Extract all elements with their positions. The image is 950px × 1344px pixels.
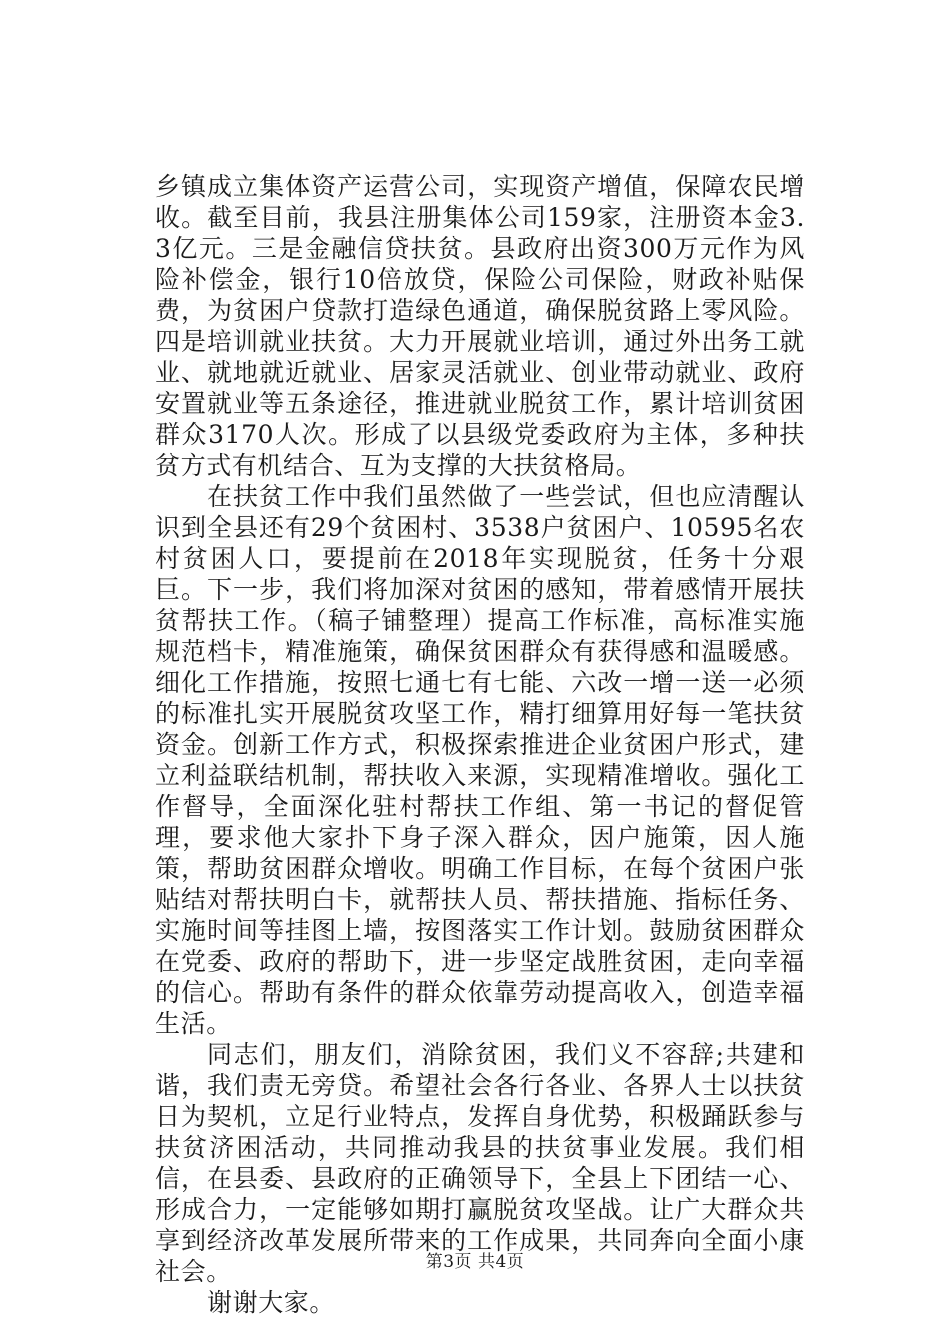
paragraph-4: 谢谢大家。 <box>207 1288 336 1317</box>
paragraph-2: 在扶贫工作中我们虽然做了一些尝试，但也应清醒认识到全县还有29个贫困村、3538户贫困户、10595名农村贫困人口，要提前在2018年实现脱贫，任务十分艰巨。下一步，我们将加深对贫困的感知，带着感情开展扶贫帮扶工作。（稿子铺整理）提高工作标准，高标准实施规范档卡，精准施策，确保贫困群众有获得感和温暖感。细化工作措施，按照七通七有七能、六改一增一送一必须的标准扎实开展脱贫攻坚工作，精打细算用好每一笔扶贫资金。创新工作方式，积极探索推进企业贫困户形式，建立利益联结机制，帮扶收入来源，实现精准增收。强化工作督导，全面深化驻村帮扶工作组、第一书记的督促管理，要求他大家扑下身子深入群众，因户施策，因人施策，帮助贫困群众增收。明确工作目标，在每个贫困户张贴结对帮扶明白卡，就帮扶人员、帮扶措施、指标任务、实施时间等挂图上墙，按图落实工作计划。鼓励贫困群众在党委、政府的帮助下，进一步坚定战胜贫困，走向幸福的信心。帮助有条件的群众依靠劳动提高收入，创造幸福生活。 <box>155 482 805 1038</box>
paragraph-1: 乡镇成立集体资产运营公司，实现资产增值，保障农民增收。截至目前，我县注册集体公司159家，注册资本金3.3亿元。三是金融信贷扶贫。县政府出资300万元作为风险补偿金，银行10倍放贷，保险公司保险，财政补贴保费，为贫困户贷款打造绿色通道，确保脱贫路上零风险。四是培训就业扶贫。大力开展就业培训，通过外出务工就业、就地就近就业、居家灵活就业、创业带动就业、政府安置就业等五条途径，推进就业脱贫工作，累计培训贫困群众3170人次。形成了以县级党委政府为主体，多种扶贫方式有机结合、互为支撑的大扶贫格局。 <box>155 172 805 480</box>
paragraph-3: 同志们，朋友们，消除贫困，我们义不容辞;共建和谐，我们责无旁贷。希望社会各行各业、各界人士以扶贫日为契机，立足行业特点，发挥自身优势，积极踊跃参与扶贫济困活动，共同推动我县的扶贫事业发展。我们相信，在县委、县政府的正确领导下，全县上下团结一心、形成合力，一定能够如期打赢脱贫攻坚战。让广大群众共享到经济改革发展所带来的工作成果，共同奔向全面小康社会。 <box>155 1040 805 1286</box>
body-text <box>155 171 805 1318</box>
page-number-footer: 第3页 共4页 <box>425 1252 525 1272</box>
